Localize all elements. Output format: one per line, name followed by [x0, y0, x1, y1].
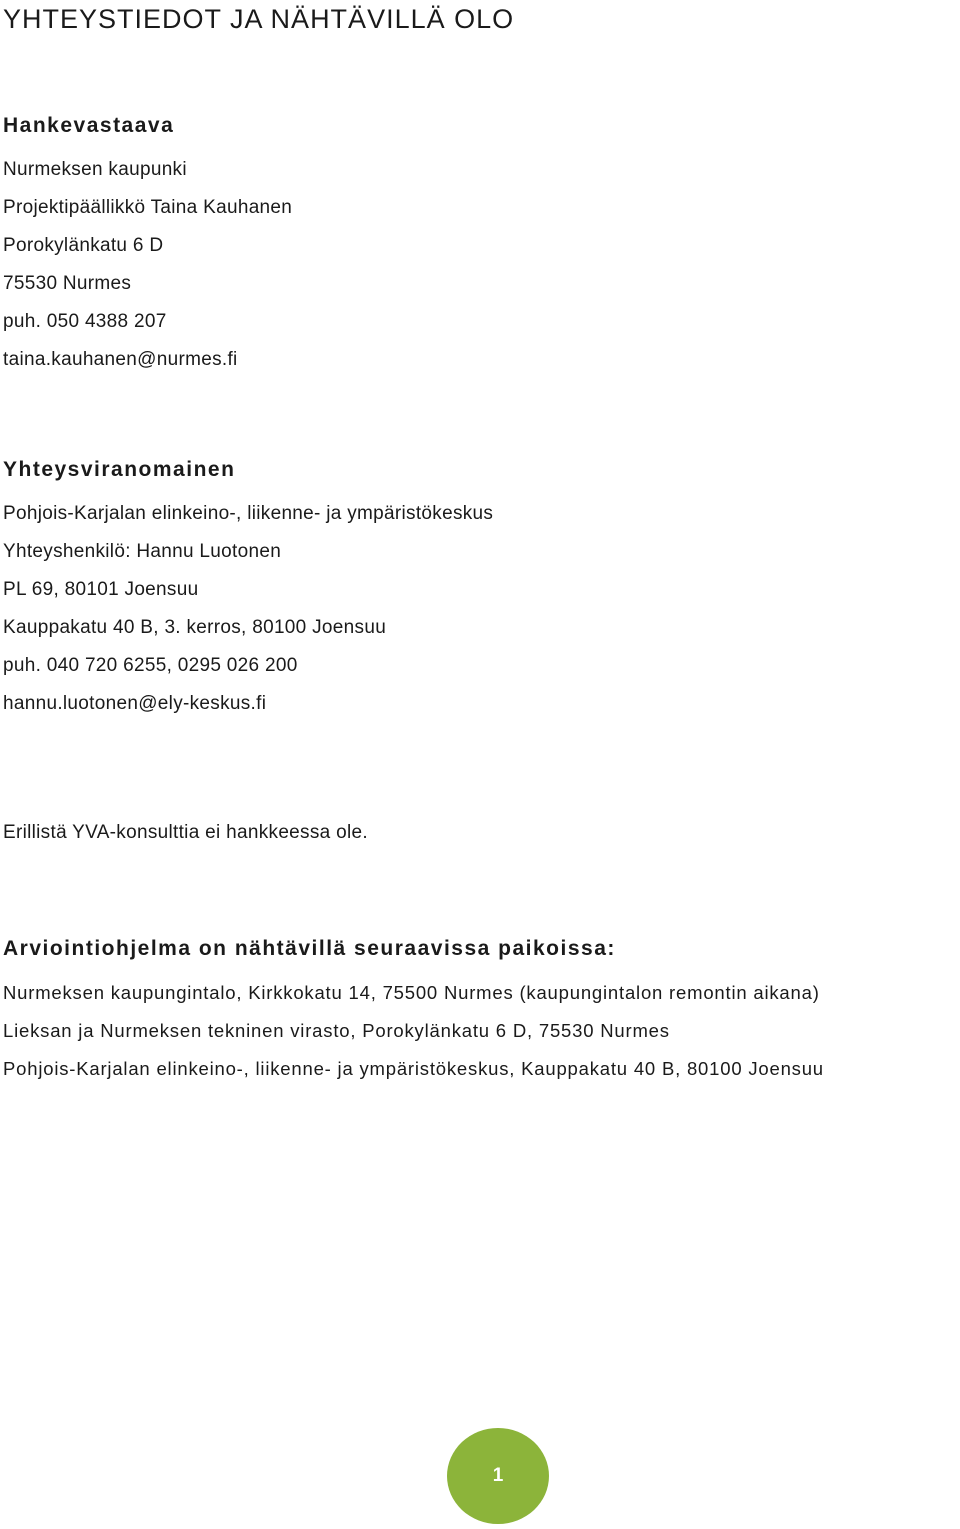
hankevastaava-heading: Hankevastaava [3, 114, 175, 137]
display-location-item: Lieksan ja Nurmeksen tekninen virasto, Porokylänkatu 6 D, 75530 Nurmes [3, 1020, 670, 1041]
display-location-item: Pohjois-Karjalan elinkeino-, liikenne- ja ympäristökeskus, Kauppakatu 40 B, 80100 Joensuu [3, 1058, 824, 1079]
contact-person: Yhteyshenkilö: Hannu Luotonen [3, 541, 282, 562]
email-address: taina.kauhanen@nurmes.fi [3, 349, 238, 370]
consultant-note-section [3, 814, 368, 852]
page-title: YHTEYSTIEDOT JA NÄHTÄVILLÄ OLO [3, 4, 515, 34]
page-number-badge [447, 1428, 549, 1524]
display-locations-heading: Arviointiohjelma on nähtävillä seuraavissa paikoissa: [3, 937, 616, 960]
phone-number: puh. 050 4388 207 [3, 311, 167, 332]
hankevastaava-section [3, 113, 292, 379]
page-number: 1 [492, 1465, 504, 1486]
yhteysviranomainen-section [3, 457, 493, 723]
display-locations-section [3, 936, 824, 1088]
postal-address: 75530 Nurmes [3, 273, 132, 294]
street-address: Porokylänkatu 6 D [3, 235, 164, 256]
contact-person: Projektipäällikkö Taina Kauhanen [3, 197, 293, 218]
organization-name: Nurmeksen kaupunki [3, 159, 187, 180]
consultant-note: Erillistä YVA-konsulttia ei hankkeessa ole. [3, 822, 368, 843]
street-address: Kauppakatu 40 B, 3. kerros, 80100 Joensuu [3, 617, 387, 638]
yhteysviranomainen-heading: Yhteysviranomainen [3, 458, 236, 481]
display-location-item: Nurmeksen kaupungintalo, Kirkkokatu 14, 75500 Nurmes (kaupungintalon remontin aikana) [3, 982, 820, 1003]
email-address: hannu.luotonen@ely-keskus.fi [3, 693, 267, 714]
po-box-address: PL 69, 80101 Joensuu [3, 579, 199, 600]
authority-name: Pohjois-Karjalan elinkeino-, liikenne- ja ympäristökeskus [3, 503, 494, 524]
phone-number: puh. 040 720 6255, 0295 026 200 [3, 655, 298, 676]
